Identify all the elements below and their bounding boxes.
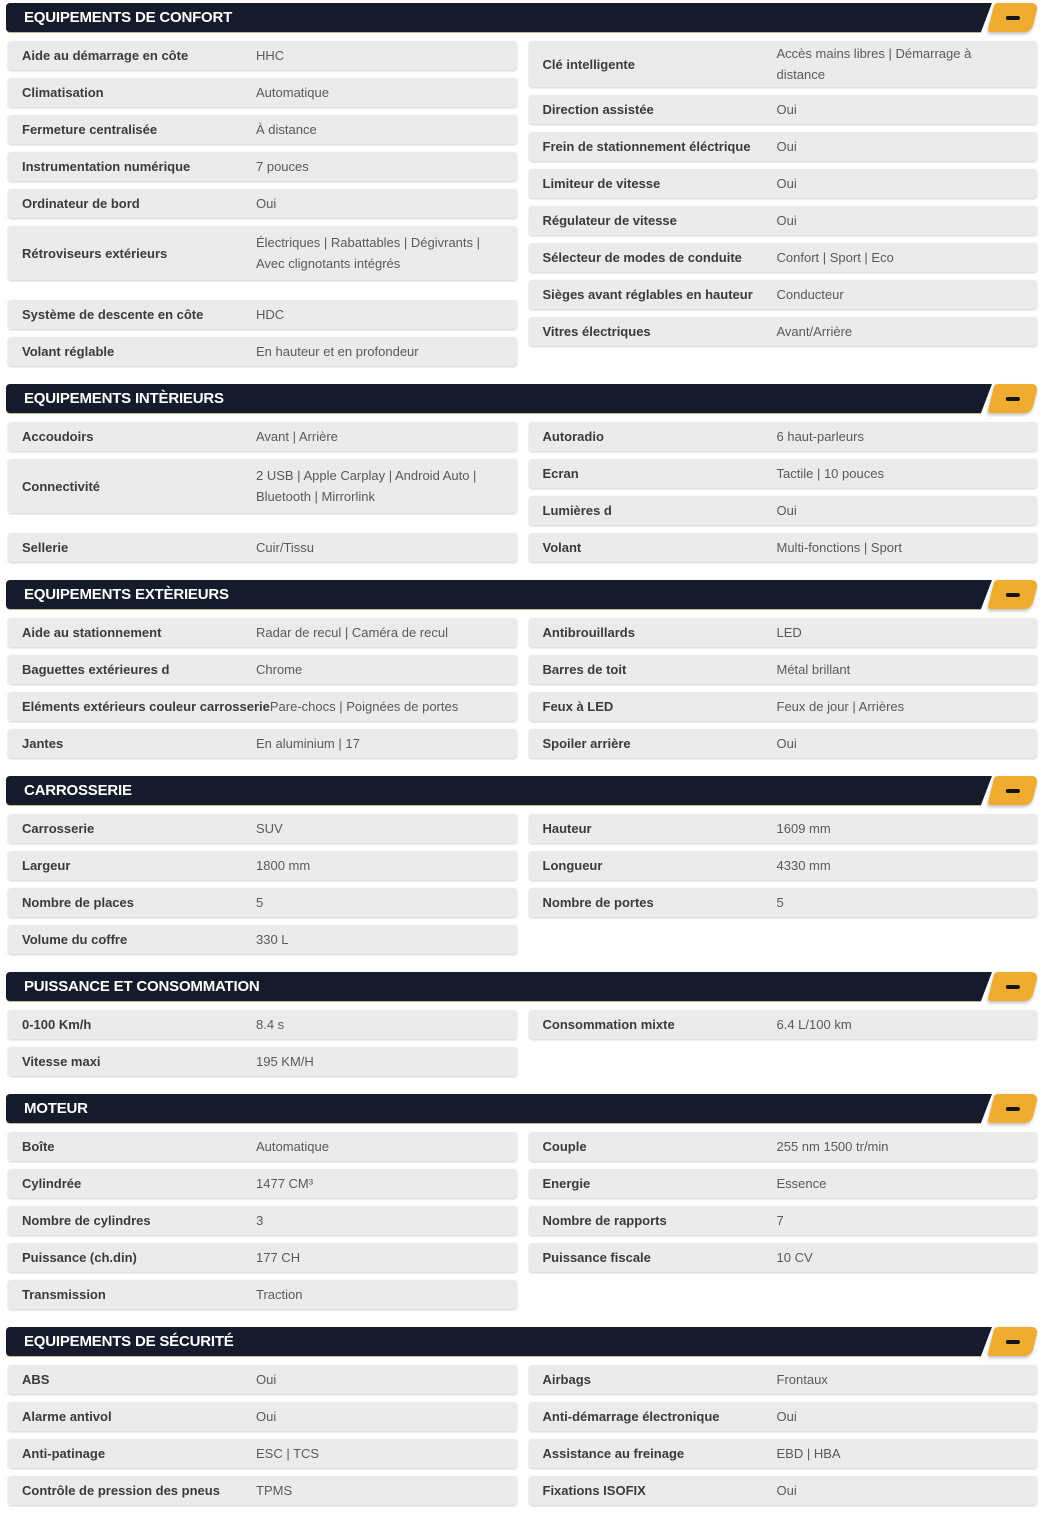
spec-column-left: [8, 41, 517, 374]
spec-column-left: [8, 422, 517, 570]
spec-column-left: [8, 814, 517, 962]
spec-value: Oui: [256, 196, 277, 211]
collapse-section-button[interactable]: [987, 580, 1038, 609]
minus-icon: [1006, 985, 1020, 989]
spec-label: Airbags: [542, 1372, 591, 1387]
spec-row: [529, 1132, 1038, 1161]
spec-row: [8, 618, 517, 647]
collapse-section-button[interactable]: [987, 1327, 1038, 1356]
spec-value: 1609 mm: [776, 821, 831, 836]
spec-label: Nombre de rapports: [542, 1213, 667, 1228]
spec-row: [529, 1169, 1038, 1198]
spec-value: En aluminium | 17: [256, 736, 360, 751]
spec-value: Oui: [776, 176, 797, 191]
spec-label: Frein de stationnement éléctrique: [542, 139, 751, 154]
spec-value: Oui: [776, 139, 797, 154]
spec-value: Traction: [256, 1287, 303, 1302]
spec-label: Contrôle de pression des pneus: [22, 1483, 220, 1498]
spec-value: Oui: [256, 1409, 277, 1424]
spec-row: [8, 189, 517, 218]
spec-row: [8, 337, 517, 366]
spec-label: Antibrouillards: [542, 625, 635, 640]
spec-row: [8, 1243, 517, 1272]
spec-label: Longueur: [542, 858, 603, 873]
spec-column-right: [529, 1010, 1038, 1047]
spec-column-right: [529, 814, 1038, 925]
spec-label: Fixations ISOFIX: [542, 1483, 646, 1498]
spec-row: [529, 888, 1038, 917]
spec-row: [529, 317, 1038, 346]
minus-icon: [1006, 16, 1020, 20]
minus-icon: [1006, 593, 1020, 597]
spec-row: [8, 422, 517, 451]
spec-row: [8, 925, 517, 954]
spec-value: Pare-chocs | Poignées de portes: [269, 699, 459, 714]
spec-row: [529, 459, 1038, 488]
section-header: [8, 3, 1037, 32]
spec-label: Assistance au freinage: [542, 1446, 685, 1461]
spec-label: Aide au démarrage en côte: [22, 48, 189, 63]
spec-label: Fermeture centralisée: [22, 122, 158, 137]
section-header: [8, 1327, 1037, 1356]
spec-value: 1477 CM³: [256, 1176, 314, 1191]
spec-column-right: [529, 1132, 1038, 1280]
section-body: [8, 422, 1037, 570]
spec-value: 330 L: [256, 932, 289, 947]
spec-label: Limiteur de vitesse: [542, 176, 661, 191]
spec-value: En hauteur et en profondeur: [256, 344, 419, 359]
spec-label: Climatisation: [22, 85, 104, 100]
spec-row: [529, 132, 1038, 161]
spec-label: Hauteur: [542, 821, 592, 836]
spec-row: [8, 1010, 517, 1039]
spec-row: [8, 814, 517, 843]
spec-value: Automatique: [256, 1139, 329, 1154]
spec-row: [529, 1010, 1038, 1039]
spec-value: 7: [776, 1213, 784, 1228]
collapse-section-button[interactable]: [987, 776, 1038, 805]
spec-label: Carrosserie: [22, 821, 95, 836]
spec-row: [529, 1439, 1038, 1468]
spec-label: Anti-démarrage électronique: [542, 1409, 720, 1424]
spec-row: [529, 1476, 1038, 1505]
spec-label: Aide au stationnement: [22, 625, 162, 640]
spec-value: HHC: [256, 48, 285, 63]
section-header-bar: [6, 384, 981, 413]
spec-label: Sièges avant réglables en hauteur: [542, 287, 753, 302]
spec-value: 195 KM/H: [256, 1054, 314, 1069]
spec-value: 7 pouces: [256, 159, 309, 174]
spec-row: [8, 729, 517, 758]
spec-label: Système de descente en côte: [22, 307, 204, 322]
spec-label: Boîte: [22, 1139, 55, 1154]
collapse-section-button[interactable]: [987, 1094, 1038, 1123]
spec-label: Vitesse maxi: [22, 1054, 101, 1069]
spec-value: Frontaux: [776, 1372, 828, 1387]
spec-label: Consommation mixte: [542, 1017, 675, 1032]
spec-row: [529, 729, 1038, 758]
section-header: [8, 384, 1037, 413]
spec-row: [529, 1206, 1038, 1235]
spec-row: [8, 1047, 517, 1076]
spec-row: [8, 1365, 517, 1394]
spec-section: [8, 580, 1037, 766]
spec-column-right: [529, 422, 1038, 570]
section-body: [8, 814, 1037, 962]
section-title: PUISSANCE ET CONSOMMATION: [24, 978, 260, 995]
spec-section: [8, 3, 1037, 374]
spec-column-right: [529, 41, 1038, 354]
spec-label: Energie: [542, 1176, 591, 1191]
spec-value: Radar de recul | Caméra de recul: [256, 625, 448, 640]
spec-value: LED: [776, 625, 802, 640]
spec-column-right: [529, 618, 1038, 766]
spec-value: Accès mains libres | Démarrage à distance: [776, 46, 972, 82]
spec-row: [8, 1402, 517, 1431]
section-header: [8, 580, 1037, 609]
spec-label: Spoiler arrière: [542, 736, 631, 751]
section-title: CARROSSERIE: [24, 782, 132, 799]
spec-value: 5: [256, 895, 264, 910]
spec-value: Oui: [776, 213, 797, 228]
minus-icon: [1006, 397, 1020, 401]
spec-row: [8, 1476, 517, 1505]
spec-label: Puissance (ch.din): [22, 1250, 137, 1265]
spec-row: [8, 692, 517, 721]
collapse-section-button[interactable]: [987, 972, 1038, 1001]
section-header: [8, 1094, 1037, 1123]
spec-row: [8, 888, 517, 917]
spec-value: SUV: [256, 821, 283, 836]
spec-label: Volant réglable: [22, 344, 115, 359]
section-body: [8, 41, 1037, 374]
minus-icon: [1006, 1107, 1020, 1111]
spec-label: Sélecteur de modes de conduite: [542, 250, 742, 265]
minus-icon: [1006, 789, 1020, 793]
spec-row: [529, 1365, 1038, 1394]
spec-row: [8, 851, 517, 880]
spec-value: 6 haut-parleurs: [776, 429, 864, 444]
spec-label: Instrumentation numérique: [22, 159, 191, 174]
spec-row: [8, 300, 517, 329]
spec-column-left: [8, 1365, 517, 1513]
spec-value: Confort | Sport | Eco: [776, 250, 894, 265]
spec-label: Feux à LED: [542, 699, 614, 714]
spec-label: Clé intelligente: [542, 56, 635, 72]
section-header-bar: [6, 972, 981, 1001]
spec-value: Chrome: [256, 662, 303, 677]
spec-row: [529, 41, 1038, 87]
collapse-section-button[interactable]: [987, 384, 1038, 413]
spec-value: Oui: [776, 1409, 797, 1424]
spec-row: [8, 115, 517, 144]
spec-value: 2 USB | Apple Carplay | Android Auto | Bluetooth | Mirrorlink: [256, 468, 477, 504]
collapse-section-button[interactable]: [987, 3, 1038, 32]
spec-section: [8, 384, 1037, 570]
spec-value: 3: [256, 1213, 264, 1228]
spec-row: [529, 496, 1038, 525]
spec-value: Oui: [256, 1372, 277, 1387]
spec-column-left: [8, 1010, 517, 1084]
spec-row: [8, 152, 517, 181]
minus-icon: [1006, 1340, 1020, 1344]
spec-value: Oui: [776, 1483, 797, 1498]
spec-label: Anti-patinage: [22, 1446, 106, 1461]
spec-label: Alarme antivol: [22, 1409, 112, 1424]
spec-row: [529, 280, 1038, 309]
section-title: EQUIPEMENTS EXTÈRIEURS: [24, 586, 229, 603]
spec-label: Cylindrée: [22, 1176, 82, 1191]
spec-value: Avant/Arrière: [776, 324, 853, 339]
spec-section: [8, 972, 1037, 1084]
spec-value: 4330 mm: [776, 858, 831, 873]
spec-row: [529, 206, 1038, 235]
spec-column-right: [529, 1365, 1038, 1513]
spec-label: Sellerie: [22, 540, 69, 555]
spec-label: Nombre de portes: [542, 895, 654, 910]
spec-row: [529, 1243, 1038, 1272]
section-title: EQUIPEMENTS DE SÉCURITÉ: [24, 1333, 234, 1350]
spec-label: Jantes: [22, 736, 64, 751]
spec-row: [529, 243, 1038, 272]
spec-label: Régulateur de vitesse: [542, 213, 677, 228]
section-header-bar: [6, 1094, 981, 1123]
spec-value: Oui: [776, 102, 797, 117]
spec-value: Feux de jour | Arrières: [776, 699, 905, 714]
spec-label: Ordinateur de bord: [22, 196, 140, 211]
spec-row: [529, 95, 1038, 124]
section-header-bar: [6, 776, 981, 805]
spec-value: ESC | TCS: [256, 1446, 320, 1461]
spec-value: 177 CH: [256, 1250, 301, 1265]
spec-row: [529, 655, 1038, 684]
spec-value: Tactile | 10 pouces: [776, 466, 884, 481]
spec-value: 1800 mm: [256, 858, 311, 873]
section-body: [8, 1365, 1037, 1513]
spec-column-left: [8, 618, 517, 766]
section-header-bar: [6, 1327, 981, 1356]
spec-value: Automatique: [256, 85, 329, 100]
section-header-bar: [6, 3, 981, 32]
section-title: EQUIPEMENTS INTÈRIEURS: [24, 390, 224, 407]
spec-value: 255 nm 1500 tr/min: [776, 1139, 889, 1154]
spec-value: Oui: [776, 503, 797, 518]
spec-value: Conducteur: [776, 287, 844, 302]
spec-value: Oui: [776, 736, 797, 751]
sections: [8, 3, 1037, 1513]
spec-value: 8.4 s: [256, 1017, 285, 1032]
spec-value: EBD | HBA: [776, 1446, 841, 1461]
section-header: [8, 776, 1037, 805]
spec-row: [529, 692, 1038, 721]
section-header-bar: [6, 580, 981, 609]
spec-row: [8, 1132, 517, 1161]
spec-row: [8, 41, 517, 70]
spec-label: Autoradio: [542, 429, 604, 444]
spec-row: [8, 459, 517, 513]
section-body: [8, 1132, 1037, 1317]
spec-label: Lumières d: [542, 503, 612, 518]
spec-row: [529, 422, 1038, 451]
spec-label: Eléments extérieurs couleur carrosserie: [22, 699, 270, 714]
spec-label: Largeur: [22, 858, 71, 873]
spec-value: TPMS: [256, 1483, 293, 1498]
spec-value: Métal brillant: [776, 662, 851, 677]
spec-label: ABS: [22, 1372, 50, 1387]
spec-row: [529, 851, 1038, 880]
spec-value: Électriques | Rabattables | Dégivrants | Avec clignotants intégrés: [256, 235, 481, 271]
spec-row: [529, 1402, 1038, 1431]
spec-label: Nombre de places: [22, 895, 134, 910]
section-title: MOTEUR: [24, 1100, 88, 1117]
spec-row: [8, 226, 517, 280]
spec-value: 6.4 L/100 km: [776, 1017, 852, 1032]
spec-label: Rétroviseurs extérieurs: [22, 245, 168, 261]
spec-value: 5: [776, 895, 784, 910]
spec-row: [529, 618, 1038, 647]
section-title: EQUIPEMENTS DE CONFORT: [24, 9, 233, 26]
spec-row: [529, 533, 1038, 562]
spec-value: HDC: [256, 307, 285, 322]
section-header: [8, 972, 1037, 1001]
spec-row: [8, 1439, 517, 1468]
spec-label: Barres de toit: [542, 662, 627, 677]
spec-row: [8, 78, 517, 107]
section-body: [8, 1010, 1037, 1084]
spec-label: Accoudoirs: [22, 429, 94, 444]
spec-row: [8, 1169, 517, 1198]
spec-value: À distance: [256, 122, 317, 137]
section-body: [8, 618, 1037, 766]
spec-label: Puissance fiscale: [542, 1250, 651, 1265]
spec-section: [8, 1094, 1037, 1317]
spec-value: Cuir/Tissu: [256, 540, 315, 555]
spec-value: 10 CV: [776, 1250, 813, 1265]
spec-label: Nombre de cylindres: [22, 1213, 151, 1228]
spec-label: Connectivité: [22, 478, 101, 494]
spec-value: Avant | Arrière: [256, 429, 338, 444]
spec-label: Volume du coffre: [22, 932, 128, 947]
spec-label: 0-100 Km/h: [22, 1017, 92, 1032]
spec-column-left: [8, 1132, 517, 1317]
spec-label: Direction assistée: [542, 102, 654, 117]
spec-row: [529, 814, 1038, 843]
spec-label: Couple: [542, 1139, 587, 1154]
spec-label: Transmission: [22, 1287, 106, 1302]
spec-label: Baguettes extérieures d: [22, 662, 170, 677]
spec-section: [8, 776, 1037, 962]
spec-label: Vitres électriques: [542, 324, 651, 339]
spec-section: [8, 1327, 1037, 1513]
spec-label: Volant: [542, 540, 582, 555]
spec-row: [8, 1280, 517, 1309]
spec-row: [8, 533, 517, 562]
spec-label: Ecran: [542, 466, 579, 481]
spec-value: Multi-fonctions | Sport: [776, 540, 902, 555]
spec-row: [8, 1206, 517, 1235]
spec-value: Essence: [776, 1176, 827, 1191]
spec-row: [529, 169, 1038, 198]
spec-row: [8, 655, 517, 684]
